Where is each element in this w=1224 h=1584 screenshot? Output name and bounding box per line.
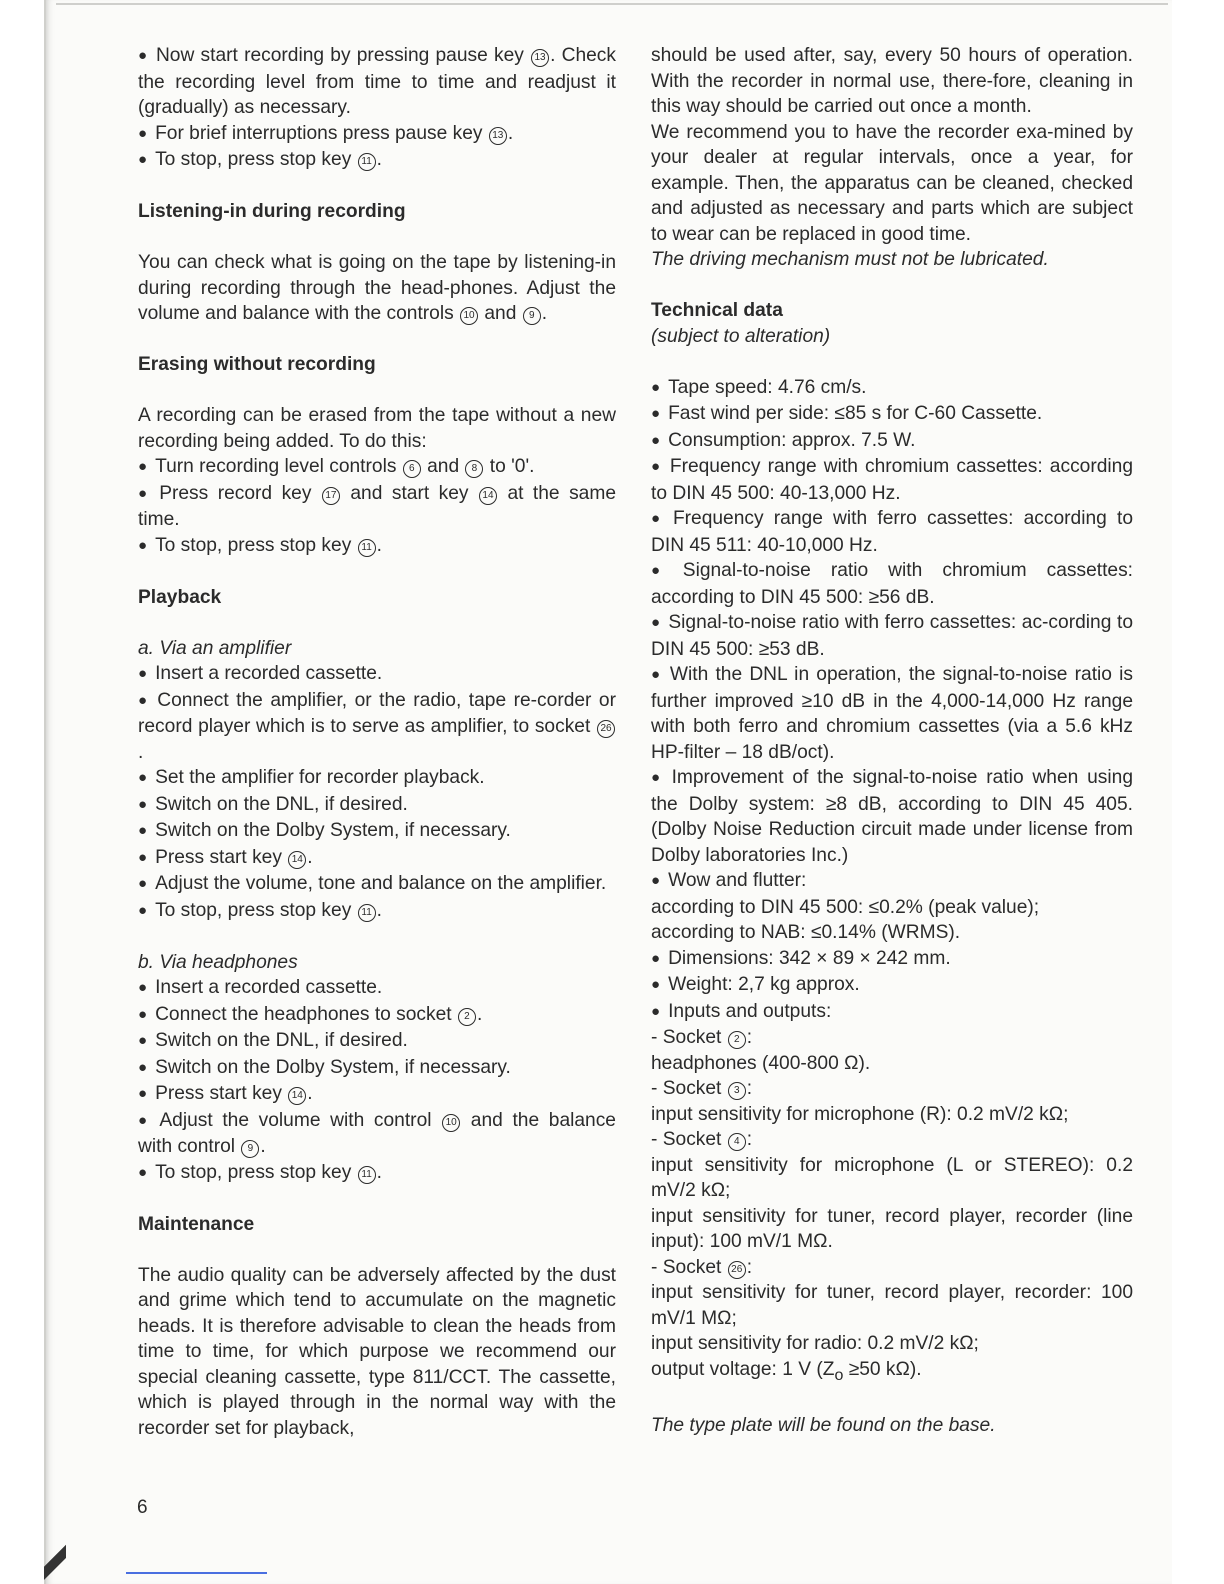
circled-number-icon: 4 xyxy=(728,1133,746,1151)
bullet-item: ● Insert a recorded cassette. xyxy=(138,661,616,688)
bullet-item: ● Fast wind per side: ≤85 s for C-60 Cassette. xyxy=(651,401,1133,428)
circled-number-icon: 9 xyxy=(241,1140,259,1158)
paragraph: output voltage: 1 V ($Z_o \ge 50$ kΩ). xyxy=(651,1358,922,1384)
bullet-item: ● Wow and flutter: xyxy=(651,868,1133,895)
circled-number-icon: 10 xyxy=(460,307,478,325)
spacer xyxy=(651,349,1133,375)
bullet-item: ● Weight: 2,7 kg approx. xyxy=(651,972,1133,999)
circled-number-icon: 26 xyxy=(728,1261,746,1279)
spacer xyxy=(138,559,616,585)
bullet-item: ● For brief interruptions press pause key 13 . xyxy=(138,121,616,148)
left-column xyxy=(138,43,616,1441)
spacer xyxy=(138,1186,616,1212)
spacer xyxy=(651,273,1133,299)
paragraph: We recommend you to have the recorder exa-mined by your dealer at regular intervals, once a year, for example. Then, the apparatus can be cleaned, checked and adjusted as necessary and parts which are subject to wear can be replaced in good time. xyxy=(651,121,1133,245)
bullet-item: ● Turn recording level controls 6 and 8 to '0'. xyxy=(138,454,616,481)
section-heading: Playback xyxy=(138,586,222,608)
bullet-item: ● Consumption: approx. 7.5 W. xyxy=(651,428,1133,455)
circled-number-icon: 11 xyxy=(358,904,376,922)
bullet-item: ● To stop, press stop key 11 . xyxy=(138,533,616,560)
bullet-item: ● Connect the amplifier, or the radio, tape re-corder or record player which is to serve as amplifier, to socket 26. xyxy=(138,688,616,766)
spacer xyxy=(138,610,616,636)
bullet-item: ● To stop, press stop key 11 . xyxy=(138,147,616,174)
paragraph: You can check what is going on the tape by listening-in during recording through the head-phones. Adjust the volume and balance with the controls 10 and 9 . xyxy=(138,252,616,324)
bullet-item: ● Adjust the volume with control 10 and the balance with control 9 . xyxy=(138,1108,616,1160)
paragraph: according to DIN 45 500: ≤0.2% (peak value); xyxy=(651,896,1040,918)
bullet-item: ● Dimensions: 342 × 89 × 242 mm. xyxy=(651,946,1133,973)
spacer xyxy=(138,225,616,251)
spacer xyxy=(138,1237,616,1263)
paragraph: input sensitivity for tuner, record player, recorder: 100 mV/1 MΩ; xyxy=(651,1282,1133,1329)
bullet-item: ● Signal-to-noise ratio with chromium cassettes: according to DIN 45 500: ≥56 dB. xyxy=(651,558,1133,610)
circled-number-icon: 3 xyxy=(728,1082,746,1100)
spacer xyxy=(138,174,616,200)
circled-number-icon: 14 xyxy=(479,487,497,505)
bullet-item: ● Press start key 14 . xyxy=(138,845,616,872)
circled-number-icon: 17 xyxy=(322,487,340,505)
paragraph: - Socket 2 : xyxy=(651,1027,753,1048)
circled-number-icon: 6 xyxy=(403,460,421,478)
bullet-item: ● Tape speed: 4.76 cm/s. xyxy=(651,375,1133,402)
circled-number-icon: 26 xyxy=(597,720,615,738)
italic-note: b. Via headphones xyxy=(138,951,298,973)
section-heading: Listening-in during recording xyxy=(138,201,406,222)
paragraph: input sensitivity for radio: 0.2 mV/2 kΩ; xyxy=(651,1333,979,1354)
circled-number-icon: 2 xyxy=(458,1008,476,1026)
spacer xyxy=(651,1388,1133,1414)
bullet-item: ● To stop, press stop key 11 . xyxy=(138,898,616,925)
bullet-item: ● Signal-to-noise ratio with ferro cassettes: ac-cording to DIN 45 500: ≥53 dB. xyxy=(651,610,1133,662)
paragraph: should be used after, say, every 50 hours of operation. With the recorder in normal use, there-fore, cleaning in this way should be carried out once a month. xyxy=(651,45,1133,117)
bullet-item: ● Frequency range with ferro cassettes: according to DIN 45 511: 40-10,000 Hz. xyxy=(651,506,1133,558)
bullet-item: ● Adjust the volume, tone and balance on the amplifier. xyxy=(138,871,616,898)
circled-number-icon: 11 xyxy=(358,153,376,171)
binding-mark xyxy=(44,1540,66,1584)
paragraph: - Socket 3 : xyxy=(651,1078,753,1099)
paragraph: input sensitivity for tuner, record player, recorder (line input): 100 mV/1 MΩ. xyxy=(651,1205,1133,1252)
circled-number-icon: 11 xyxy=(358,539,376,557)
spacer xyxy=(138,327,616,353)
circled-number-icon: 2 xyxy=(728,1031,746,1049)
bullet-item: ● Switch on the DNL, if desired. xyxy=(138,1028,616,1055)
right-column xyxy=(651,43,1133,1439)
bullet-item: ● Switch on the Dolby System, if necessary. xyxy=(138,1055,616,1082)
bullet-item: ● With the DNL in operation, the signal-to-noise ratio is further improved ≥10 dB in the 4,000-14,000 Hz range with both ferro and chromium cassettes (via a 5.6 kHz HP-filter – 18 dB/oct). xyxy=(651,662,1133,765)
paragraph: A recording can be erased from the tape without a new recording being added. To do this: xyxy=(138,405,616,452)
paragraph: The audio quality can be adversely affected by the dust and grime which tend to accumulate on the magnetic heads. It is therefore advisable to clean the heads from time to time, for which purpose we recommend our special cleaning cassette, type 811/CCT. The cassette, which is played through in the normal way with the recorder set for playback, xyxy=(138,1264,616,1439)
bullet-item: ● Insert a recorded cassette. xyxy=(138,975,616,1002)
bullet-item: ● Improvement of the signal-to-noise ratio when using the Dolby system: ≥8 dB, according to DIN 45 405. (Dolby Noise Reduction circuit made under license from Dolby laboratories Inc.) xyxy=(651,765,1133,868)
spacer xyxy=(138,924,616,950)
bullet-item: ● Switch on the DNL, if desired. xyxy=(138,792,616,819)
circled-number-icon: 8 xyxy=(465,460,483,478)
circled-number-icon: 13 xyxy=(489,127,507,145)
paragraph: according to NAB: ≤0.14% (WRMS). xyxy=(651,922,961,943)
bullet-item: ● Press start key 14 . xyxy=(138,1081,616,1108)
circled-number-icon: 9 xyxy=(523,307,541,325)
bullet-item: ● Set the amplifier for recorder playback. xyxy=(138,765,616,792)
bullet-item: ● Press record key 17 and start key 14 at the same time. xyxy=(138,481,616,533)
section-heading: Erasing without recording xyxy=(138,354,376,375)
circled-number-icon: 13 xyxy=(531,49,549,67)
paragraph: - Socket 4 : xyxy=(651,1129,753,1150)
bullet-item: ● Inputs and outputs: xyxy=(651,999,1133,1026)
italic-note: The type plate will be found on the base. xyxy=(651,1415,996,1437)
bullet-item: ● Connect the headphones to socket 2 . xyxy=(138,1002,616,1029)
bullet-item: ● Switch on the Dolby System, if necessary. xyxy=(138,818,616,845)
paragraph: input sensitivity for microphone (L or STEREO): 0.2 mV/2 kΩ; xyxy=(651,1154,1133,1201)
circled-number-icon: 14 xyxy=(288,851,306,869)
page-top-edge xyxy=(56,3,1168,5)
italic-note: (subject to alteration) xyxy=(651,325,831,347)
section-heading: Technical data xyxy=(651,300,783,321)
spacer xyxy=(138,378,616,404)
circled-number-icon: 14 xyxy=(288,1087,306,1105)
italic-note: a. Via an amplifier xyxy=(138,637,292,659)
section-heading: Maintenance xyxy=(138,1213,255,1235)
paragraph: - Socket 26 : xyxy=(651,1256,753,1278)
scan-artifact-line xyxy=(126,1572,267,1574)
circled-number-icon: 10 xyxy=(442,1114,460,1132)
paragraph: headphones (400-800 Ω). xyxy=(651,1052,871,1074)
italic-note: The driving mechanism must not be lubricated. xyxy=(651,249,1049,270)
circled-number-icon: 11 xyxy=(358,1166,376,1184)
bullet-item: ● To stop, press stop key 11 . xyxy=(138,1160,616,1187)
bullet-item: ● Frequency range with chromium cassettes: according to DIN 45 500: 40-13,000 Hz. xyxy=(651,454,1133,506)
bullet-item: ● Now start recording by pressing pause key 13 . Check the recording level from time to time and readjust it (gradually) as necessary. xyxy=(138,43,616,121)
paragraph: input sensitivity for microphone (R): 0.2 mV/2 kΩ; xyxy=(651,1103,1069,1125)
page-number: 6 xyxy=(137,1497,148,1518)
